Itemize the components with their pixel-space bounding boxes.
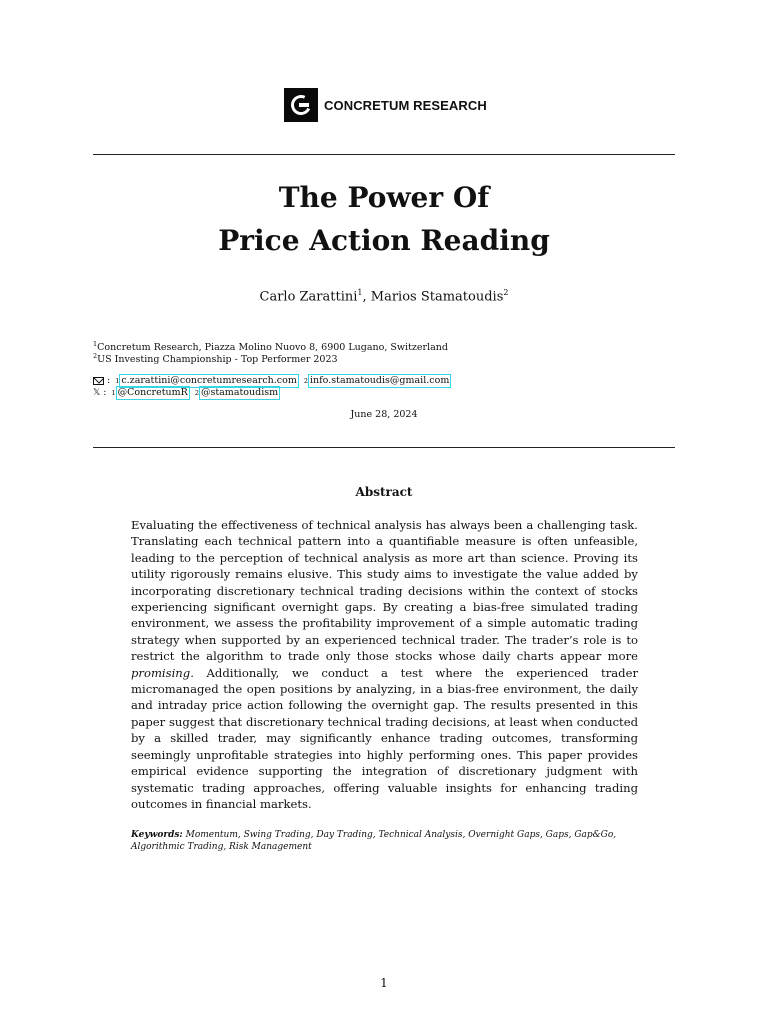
logo-text: CONCRETUM RESEARCH	[324, 97, 487, 113]
email-mark: 2	[303, 377, 308, 385]
abstract-part: . Additionally, we conduct a test where the experienced trader micromanaged the open positions by analyzing, in a bias-free environment, the daily and intraday price action following the overnight gap. The results presented in this paper suggest that discretionary technical trading decisions, at least when conducted by a skilled trader, may significantly enhance trading outcomes, transforming seemingly unprofitable strategies into highly performing ones. This paper provides empirical evidence supporting the integration of discretionary judgment with systematic trading approaches, offering valuable insights for enhancing trading outcomes in financial markets.	[131, 665, 638, 811]
concretum-logo-icon	[284, 88, 318, 122]
abstract-part: Evaluating the effectiveness of technical analysis has always been a challenging task. Translating each technical pattern into a quantifiable measure is often unfeasible, leading to the perception of technical analysis as more art than science. Proving its utility rigorously remains elusive. This study aims to investigate the value added by incorporating discretionary technical trading decisions within the context of stocks experiencing significant overnight gaps. By creating a bias-free simulated trading environment, we assess the profitability improvement of a simple automatic trading strategy when supported by an experienced technical trader. The trader’s role is to restrict the algorithm to trade only those stocks whose daily charts appear more	[131, 518, 638, 664]
page-number: 1	[380, 976, 388, 990]
x-contacts	[93, 386, 280, 400]
abstract-heading: Abstract	[355, 485, 413, 499]
title-line-1: The Power Of	[278, 181, 490, 214]
x-link-stamatoudism[interactable]: @stamatoudism	[200, 387, 279, 398]
email-link-stamatoudis[interactable]: info.stamatoudis@gmail.com	[310, 375, 450, 386]
affiliation-2	[93, 350, 338, 366]
keywords-text: Momentum, Swing Trading, Day Trading, Technical Analysis, Overnight Gaps, Gaps, Gap&Go, Algorithmic Trading, Risk Management	[131, 830, 617, 852]
publication-date: June 28, 2024	[350, 409, 418, 420]
x-link-concretumr[interactable]: @ConcretumR	[117, 387, 188, 398]
email-link-zarattini[interactable]: c.zarattini@concretumresearch.com	[121, 375, 297, 386]
contact-separator: :	[103, 387, 107, 398]
bottom-rule	[93, 447, 675, 448]
author-name: Marios Stamatoudis	[370, 289, 504, 305]
keywords	[131, 829, 651, 853]
affiliation-text: Concretum Research, Piazza Molino Nuovo 8, 6900 Lugano, Switzerland	[97, 342, 448, 354]
concretum-logo	[284, 88, 487, 122]
envelope-icon	[93, 377, 104, 385]
author-name: Carlo Zarattini	[259, 289, 358, 305]
x-mark: 1	[111, 389, 116, 397]
affiliation-mark: 1	[93, 340, 98, 348]
keywords-label: Keywords:	[131, 830, 183, 840]
author-list: Carlo Zarattini$^1$, Marios Stamatoudis$^2$	[259, 288, 509, 305]
x-logo-icon: 𝕏	[93, 388, 101, 398]
affiliation-mark: 2	[93, 352, 98, 360]
email-mark: 1	[115, 377, 120, 385]
contact-separator: :	[107, 375, 111, 386]
abstract-emphasis: promising	[131, 665, 191, 680]
paper-title	[93, 176, 675, 262]
top-rule	[93, 154, 675, 155]
author-mark: 1	[357, 288, 363, 297]
x-mark: 2	[194, 389, 199, 397]
author-mark: 2	[503, 288, 509, 297]
abstract-text	[131, 517, 638, 812]
affiliation-text: US Investing Championship - Top Performer 2023	[97, 354, 338, 366]
title-line-2: Price Action Reading	[218, 224, 550, 257]
